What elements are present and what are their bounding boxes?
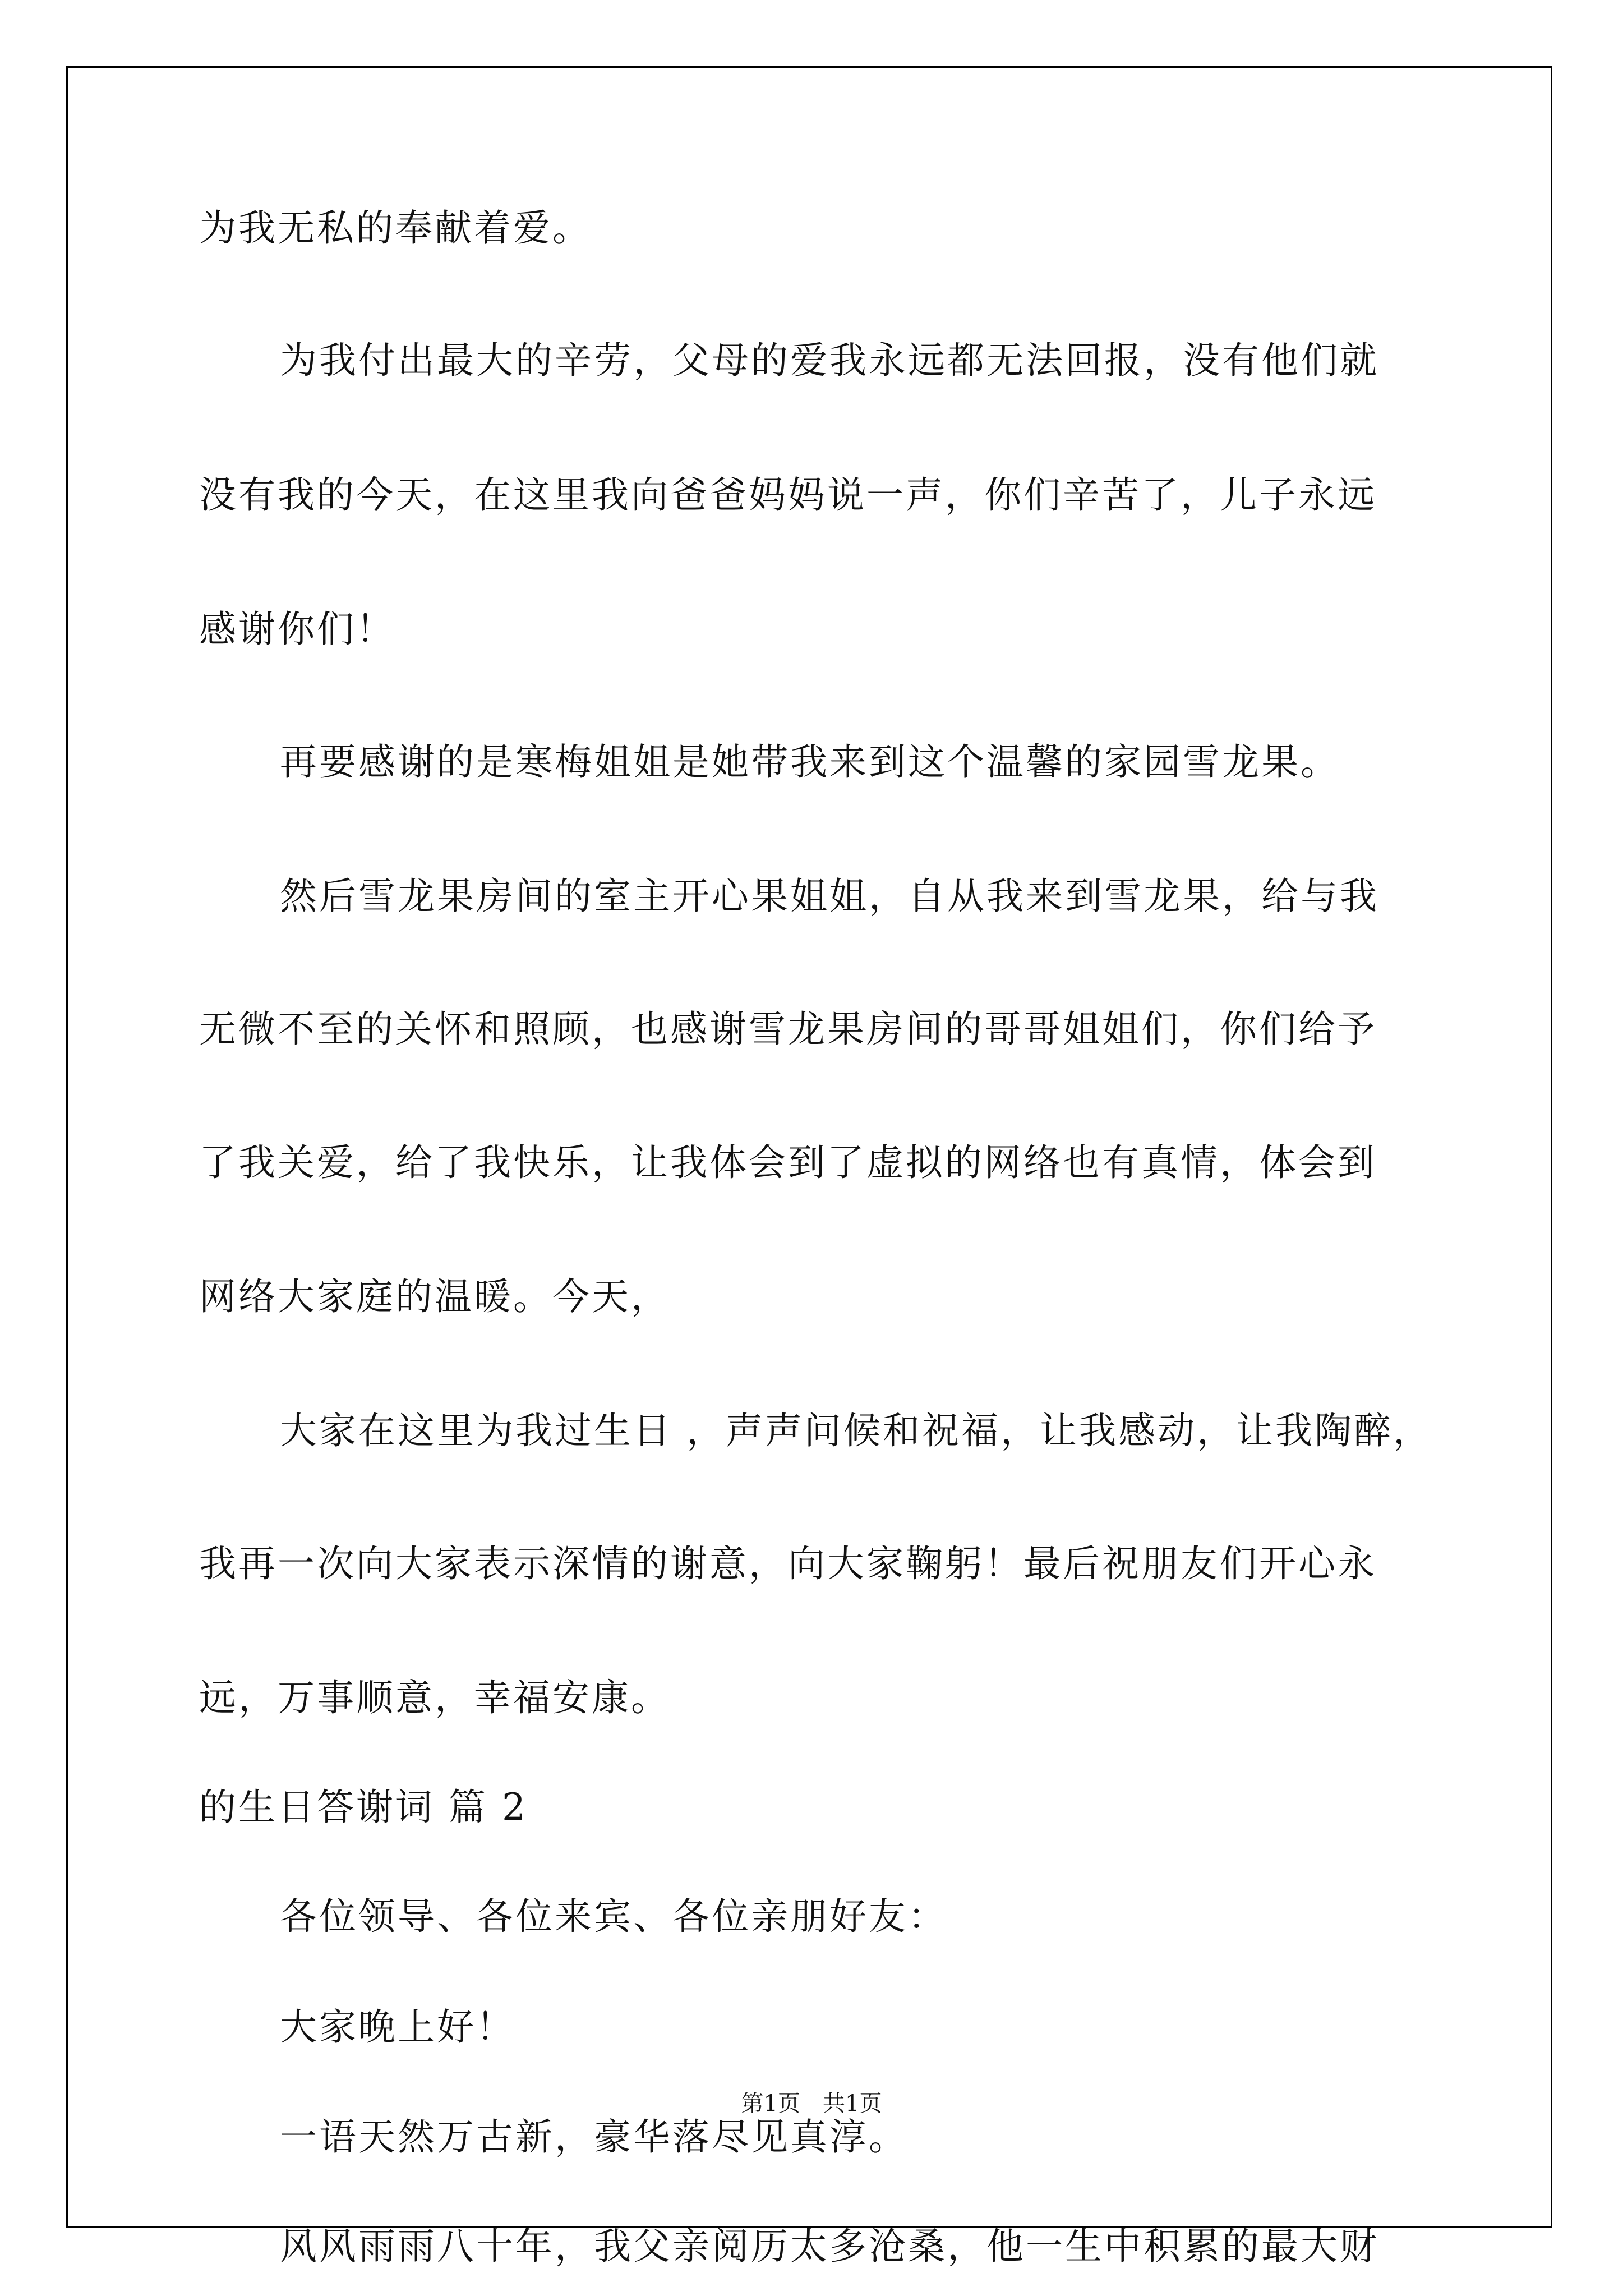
section-heading: 的生日答谢词 篇 2: [199, 1786, 528, 1829]
text-line: 再要感谢的是寒梅姐姐是她带我来到这个温馨的家园雪龙果。: [280, 740, 1340, 784]
text-line: 大家晚上好！: [280, 2005, 515, 2049]
text-line: 各位领导、各位来宾、各位亲朋好友：: [280, 1895, 947, 1938]
text-line: 风风雨雨八十年，我父亲阅历太多沧桑，他一生中积累的最大财: [280, 2225, 1379, 2268]
text-line: 没有我的今天，在这里我向爸爸妈妈说一声，你们辛苦了，儿子永远: [199, 473, 1377, 517]
text-line: 我再一次向大家表示深情的谢意，向大家鞠躬！最后祝朋友们开心永: [199, 1542, 1377, 1585]
text-line: 感谢你们！: [199, 608, 395, 651]
page-number-footer: 第1页 共1页: [741, 2091, 882, 2116]
text-line: 无微不至的关怀和照顾，也感谢雪龙果房间的哥哥姐姐们，你们给予: [199, 1007, 1377, 1051]
text-line: 大家在这里为我过生日 ，声声问候和祝福，让我感动，让我陶醉，: [280, 1409, 1432, 1452]
text-line: 一语天然万古新，豪华落尽见真淳。: [280, 2115, 908, 2159]
text-line: 为我付出最大的辛劳，父母的爱我永远都无法回报，没有他们就: [280, 339, 1379, 382]
text-line: 远，万事顺意，幸福安康。: [199, 1676, 670, 1719]
text-line: 了我关爱，给了我快乐，让我体会到了虚拟的网络也有真情，体会到: [199, 1141, 1377, 1184]
text-line: 为我无私的奉献着爱。: [199, 206, 592, 250]
text-line: 网络大家庭的温暖。今天，: [199, 1275, 670, 1318]
text-line: 然后雪龙果房间的室主开心果姐姐，自从我来到雪龙果，给与我: [280, 875, 1379, 918]
